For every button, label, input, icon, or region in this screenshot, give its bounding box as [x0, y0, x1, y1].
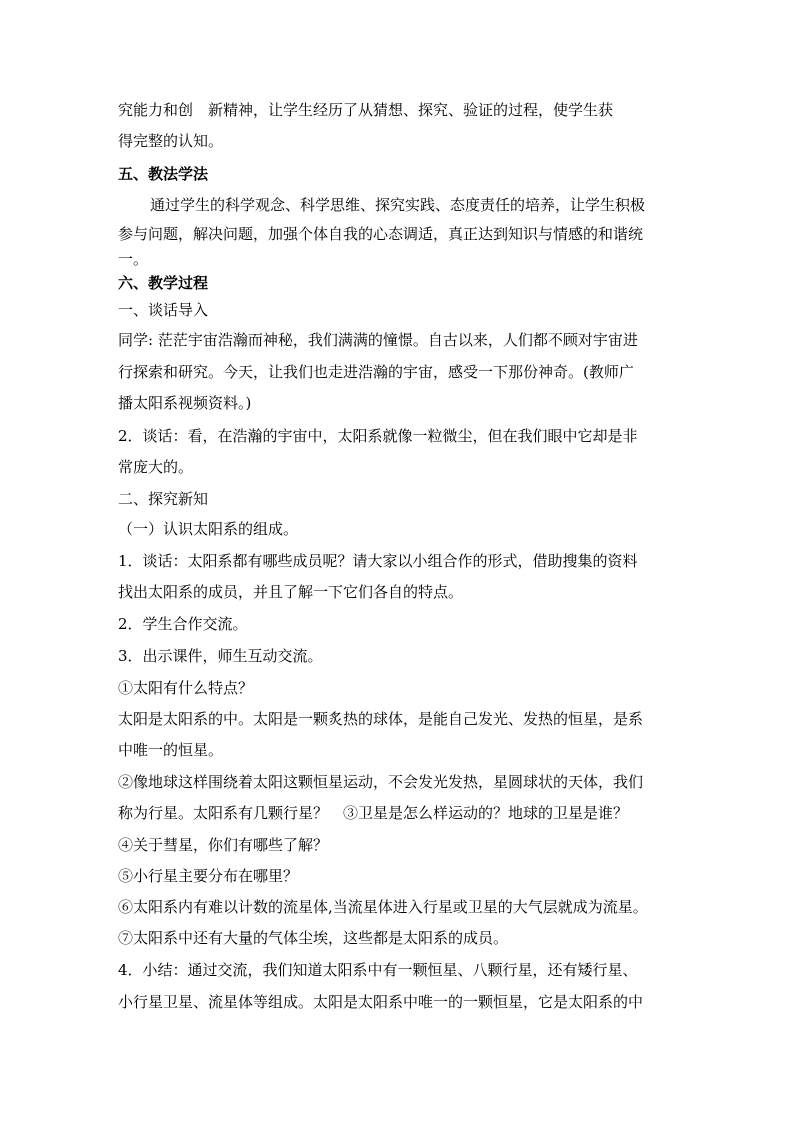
- text-line-14: 3．出示课件，师生互动交流。: [118, 647, 323, 665]
- question-6: ⑥太阳系内有难以计数的流星体,当流星体进入行星或卫星的大气层就成为流星。: [118, 898, 648, 916]
- subheading-2-1: （一）认识太阳系的组成。: [118, 520, 299, 538]
- subheading-2: 二、探究新知: [118, 490, 209, 508]
- text-line-3: 通过学生的科学观念、科学思维、探究实践、态度责任的培养，让学生积极: [150, 196, 646, 214]
- text-line-16: 中唯一的恒星。: [118, 741, 224, 759]
- question-1: ①太阳有什么特点？: [118, 679, 254, 697]
- question-7: ⑦太阳系中还有大量的气体尘埃，这些都是太阳系的成员。: [118, 929, 509, 947]
- text-line-13: 2．学生合作交流。: [118, 615, 248, 633]
- text-line-8: 播太阳系视频资料。): [118, 394, 252, 412]
- text-line-15: 太阳是太阳系的中。太阳是一颗炙热的球体，是能自己发光、发热的恒星，是系: [118, 710, 644, 728]
- text-line-19: 小行星卫星、流星体等组成。太阳是太阳系中唯一的一颗恒星，它是太阳系的中: [118, 993, 644, 1011]
- text-line-10: 常庞大的。: [118, 458, 194, 476]
- text-line-9: 2．谈话：看，在浩瀚的宇宙中，太阳系就像一粒微尘，但在我们眼中它却是非: [118, 427, 638, 445]
- text-line-18: 4．小结：通过交流，我们知道太阳系中有一颗恒星、八颗行星，还有矮行星、: [118, 961, 638, 979]
- section-heading-5: 五、教法学法: [118, 165, 209, 183]
- text-line-11: 1．谈话：太阳系都有哪些成员呢？请大家以小组合作的形式，借助搜集的资料: [118, 552, 638, 570]
- question-5: ⑤小行星主要分布在哪里？: [118, 867, 299, 885]
- subheading-1: 一、谈话导入: [118, 301, 209, 319]
- question-4: ④关于彗星，你们有哪些了解？: [118, 836, 329, 854]
- question-2: ②像地球这样围绕着太阳这颗恒星运动，不会发光发热，星圆球状的天体，我们: [118, 773, 644, 791]
- text-line-2: 得完整的认知。: [118, 132, 224, 150]
- text-line-4: 参与问题，解决问题，加强个体自我的心态调适，真正达到知识与情感的和谐统: [118, 225, 644, 243]
- text-line-17: 称为行星。太阳系有几颗行星？ ③卫星是怎么样运动的？地球的卫星是谁？: [118, 804, 629, 822]
- text-line-1: 究能力和创 新精神，让学生经历了从猜想、探究、验证的过程，使学生获: [118, 101, 614, 119]
- text-line-5: 一。: [118, 250, 149, 268]
- text-line-7: 行探索和研究。今天，让我们也走进浩瀚的宇宙，感受一下那份神奇。(教师广: [118, 363, 634, 381]
- text-line-12: 找出太阳系的成员，并且了解一下它们各自的特点。: [118, 583, 464, 601]
- section-heading-6: 六、教学过程: [118, 274, 209, 292]
- text-line-6: 同学: 茫茫宇宙浩瀚而神秘，我们满满的憧憬。自古以来，人们都不顾对宇宙进: [118, 331, 638, 349]
